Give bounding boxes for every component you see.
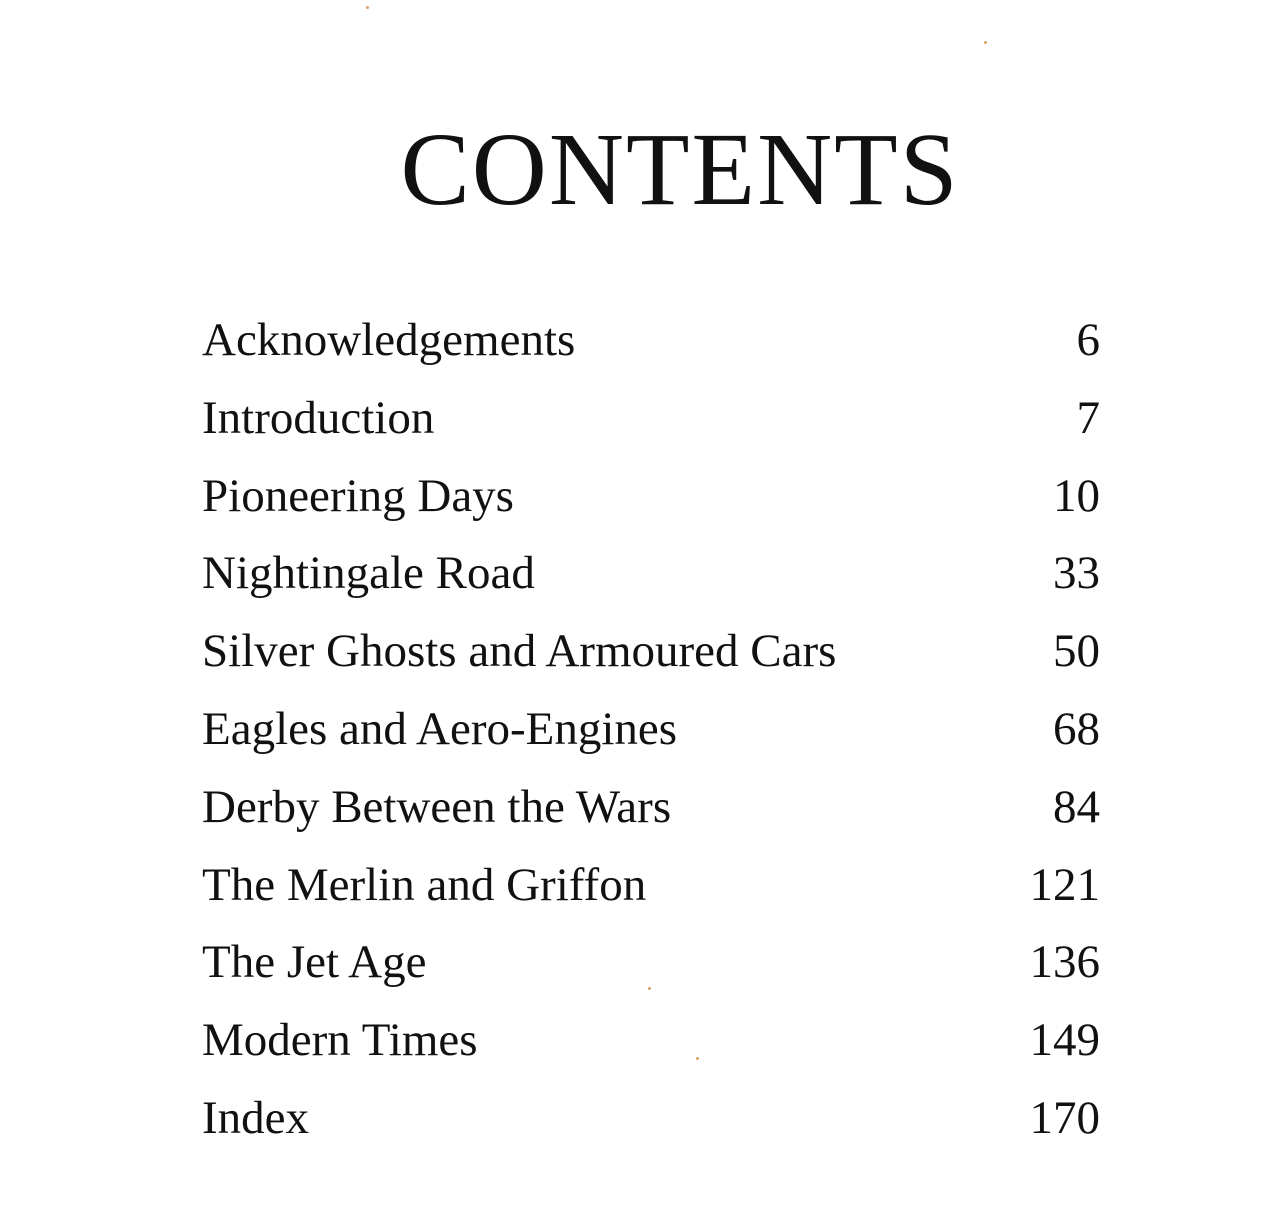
entry-page: 50 <box>1053 625 1100 678</box>
entry-page: 149 <box>1029 1014 1100 1067</box>
toc-entry <box>202 301 1100 379</box>
entry-title: Eagles and Aero-Engines <box>202 702 678 755</box>
toc-entry <box>202 690 1100 768</box>
paper-speck <box>648 987 651 990</box>
table-of-contents <box>202 301 1100 1157</box>
entry-title: Acknowledgements <box>202 314 576 366</box>
toc-entry <box>202 379 1100 457</box>
paper-speck <box>696 1057 699 1060</box>
toc-entry <box>202 923 1100 1001</box>
entry-page: 68 <box>1053 702 1100 755</box>
entry-page: 6 <box>1076 314 1100 366</box>
toc-entry <box>202 534 1100 612</box>
entry-page: 10 <box>1053 469 1100 522</box>
paper-speck <box>984 41 987 44</box>
toc-entry <box>202 846 1100 924</box>
entry-title: Nightingale Road <box>202 547 535 600</box>
toc-entry <box>202 768 1100 846</box>
toc-entry <box>202 457 1100 535</box>
paper-speck <box>366 6 369 9</box>
entry-page: 84 <box>1053 780 1100 833</box>
entry-page: 136 <box>1029 936 1100 989</box>
entry-page: 33 <box>1053 547 1100 600</box>
entry-title: Silver Ghosts and Armoured Cars <box>202 625 837 678</box>
entry-title: The Merlin and Griffon <box>202 858 647 911</box>
entry-title: The Jet Age <box>202 936 427 989</box>
entry-title: Pioneering Days <box>202 469 514 522</box>
entry-page: 170 <box>1029 1091 1100 1144</box>
toc-entry <box>202 1001 1100 1079</box>
toc-entry <box>202 1079 1100 1157</box>
entry-page: 121 <box>1029 858 1100 911</box>
entry-title: Modern Times <box>202 1014 478 1067</box>
entry-title: Index <box>202 1091 310 1144</box>
entry-title: Introduction <box>202 391 435 444</box>
toc-entry <box>202 612 1100 690</box>
entry-title: Derby Between the Wars <box>202 780 672 833</box>
entry-page: 7 <box>1076 391 1100 444</box>
page-title: CONTENTS <box>400 112 960 227</box>
